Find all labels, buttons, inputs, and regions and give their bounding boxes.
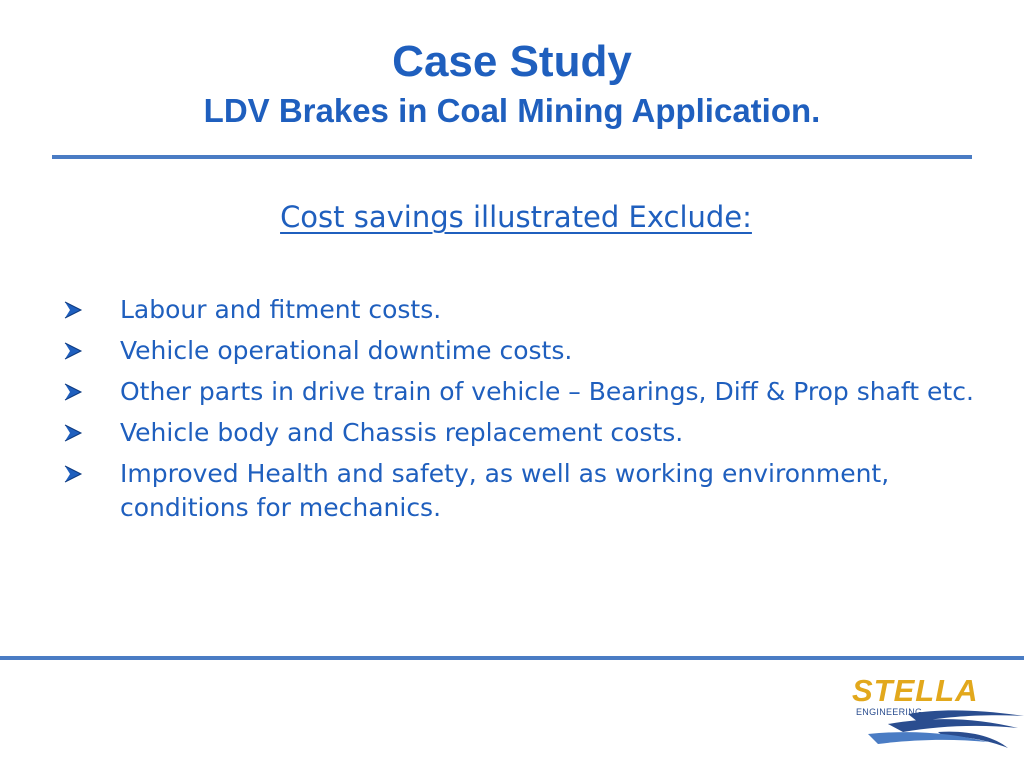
section-heading: Cost savings illustrated Exclude: bbox=[280, 200, 752, 234]
arrow-bullet-icon bbox=[63, 424, 83, 442]
slide-subtitle: LDV Brakes in Coal Mining Application. bbox=[203, 92, 821, 129]
bottom-divider bbox=[0, 656, 1024, 660]
slide-title: Case Study bbox=[392, 37, 632, 86]
bullet-text: Other parts in drive train of vehicle – Bearings, Diff & Prop shaft etc. bbox=[120, 377, 974, 406]
bullet-text: Vehicle operational downtime costs. bbox=[120, 336, 573, 365]
logo-tagline: ENGINEERING bbox=[856, 707, 923, 717]
bullet-text: Vehicle body and Chassis replacement costs. bbox=[120, 418, 684, 447]
top-divider bbox=[52, 155, 972, 159]
bullet-text: Improved Health and safety, as well as working environment, conditions for mechanics. bbox=[120, 459, 890, 522]
stella-logo bbox=[848, 674, 1024, 756]
arrow-bullet-icon bbox=[63, 383, 83, 401]
bullet-text: Labour and fitment costs. bbox=[120, 295, 442, 324]
list-item bbox=[60, 293, 980, 327]
arrow-bullet-icon bbox=[63, 465, 83, 483]
list-item bbox=[60, 334, 980, 368]
logo-wordmark: STELLA bbox=[852, 673, 979, 708]
arrow-bullet-icon bbox=[63, 342, 83, 360]
list-item bbox=[60, 375, 980, 409]
arrow-bullet-icon bbox=[63, 301, 83, 319]
bullet-list bbox=[60, 293, 980, 532]
list-item bbox=[60, 457, 980, 525]
list-item bbox=[60, 416, 980, 450]
